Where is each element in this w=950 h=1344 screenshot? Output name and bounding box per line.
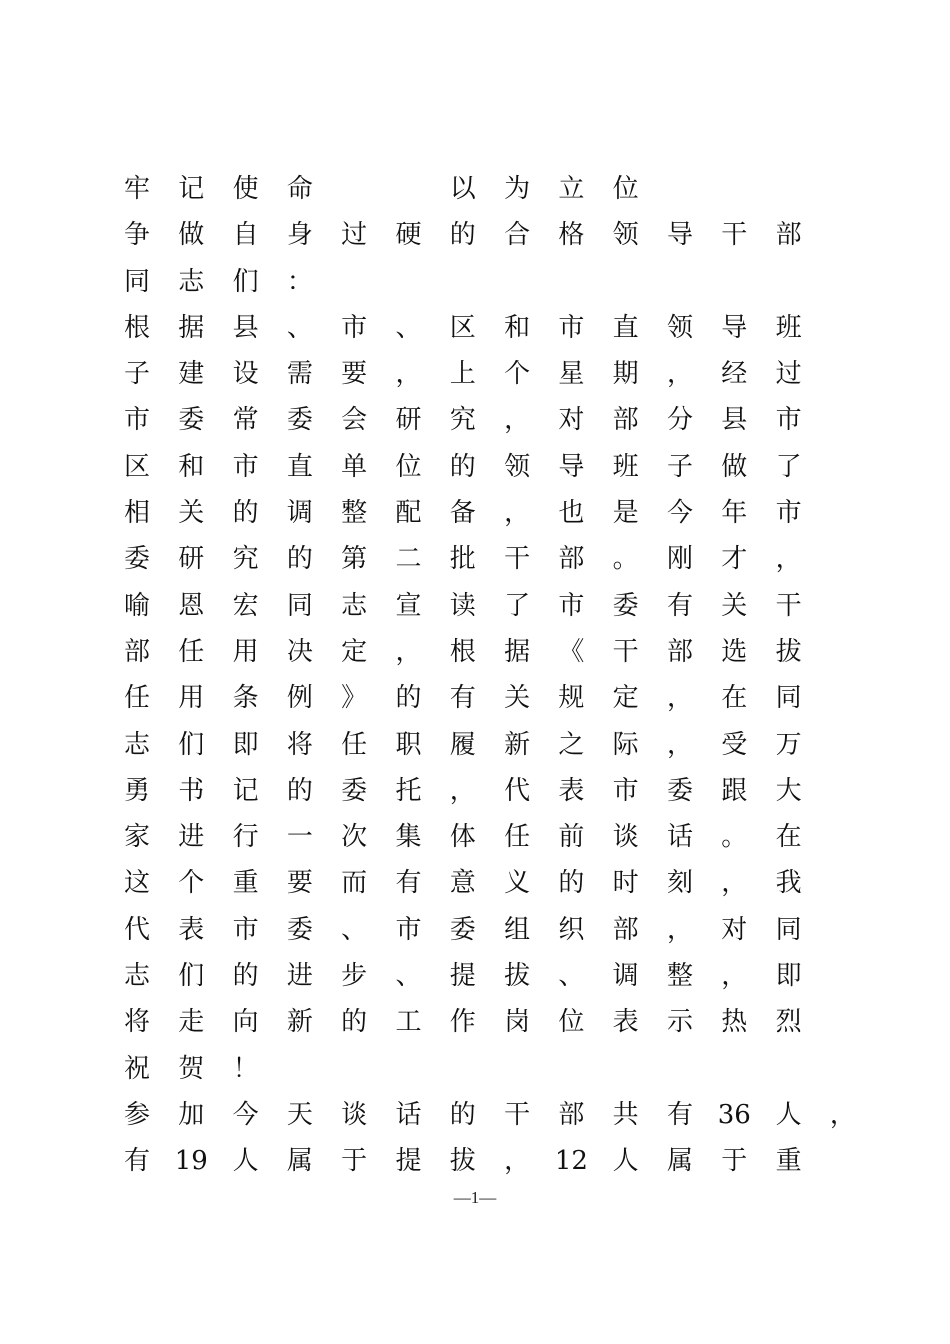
text-line bbox=[110, 722, 870, 768]
text-char: 决 bbox=[286, 636, 313, 667]
text-char: 组 bbox=[504, 914, 531, 945]
text-char: 的 bbox=[341, 1007, 368, 1038]
text-char: 导 bbox=[721, 312, 748, 343]
text-line bbox=[110, 212, 870, 258]
text-char: 整 bbox=[341, 498, 368, 529]
text-char: ， bbox=[666, 359, 693, 390]
text-char: 部 bbox=[123, 636, 150, 667]
text-line bbox=[110, 1138, 870, 1184]
text-char: 硬 bbox=[395, 220, 422, 251]
text-char: 新 bbox=[286, 1007, 313, 1038]
text-char: 和 bbox=[178, 451, 205, 482]
text-char: 的 bbox=[395, 683, 422, 714]
text-char: 人 bbox=[232, 1146, 259, 1177]
text-char: 、 bbox=[395, 961, 422, 992]
text-char: 了 bbox=[775, 451, 802, 482]
text-char: 家 bbox=[123, 822, 150, 853]
text-char: 部 bbox=[558, 1099, 585, 1130]
text-char: 干 bbox=[721, 220, 748, 251]
text-char: 拔 bbox=[504, 961, 531, 992]
text-char: 志 bbox=[123, 961, 150, 992]
text-char: 例 bbox=[286, 683, 313, 714]
text-line bbox=[110, 629, 870, 675]
text-char: ， bbox=[504, 498, 531, 529]
text-char: 市 bbox=[775, 498, 802, 529]
text-char: 志 bbox=[341, 590, 368, 621]
text-char: 烈 bbox=[775, 1007, 802, 1038]
text-char: 领 bbox=[666, 312, 693, 343]
text-char: 也 bbox=[558, 498, 585, 529]
text-char: 任 bbox=[341, 729, 368, 760]
text-char: ， bbox=[666, 683, 693, 714]
text-char: 我 bbox=[775, 868, 802, 899]
text-line bbox=[110, 999, 870, 1045]
text-line bbox=[110, 536, 870, 582]
text-line bbox=[110, 351, 870, 397]
text-char: ， bbox=[775, 544, 802, 575]
text-char: 履 bbox=[449, 729, 476, 760]
text-char: 记 bbox=[232, 775, 259, 806]
text-char: 根 bbox=[449, 636, 476, 667]
text-char: 托 bbox=[395, 775, 422, 806]
text-char: 岗 bbox=[504, 1007, 531, 1038]
text-char: ， bbox=[666, 914, 693, 945]
text-char: 同 bbox=[123, 266, 150, 297]
text-char: 喻 bbox=[123, 590, 150, 621]
text-char: 需 bbox=[286, 359, 313, 390]
text-char: 工 bbox=[395, 1007, 422, 1038]
text-line bbox=[110, 259, 870, 305]
text-char: 向 bbox=[232, 1007, 259, 1038]
text-char: 话 bbox=[395, 1099, 422, 1130]
text-char: 市 bbox=[341, 312, 368, 343]
text-char: ， bbox=[721, 868, 748, 899]
text-char: 个 bbox=[178, 868, 205, 899]
text-char: 干 bbox=[504, 1099, 531, 1130]
text-char: 谈 bbox=[612, 822, 639, 853]
text-char: 了 bbox=[504, 590, 531, 621]
text-line bbox=[110, 953, 870, 999]
text-char: 第 bbox=[341, 544, 368, 575]
text-char: 整 bbox=[666, 961, 693, 992]
text-char: 一 bbox=[286, 822, 313, 853]
text-char: 进 bbox=[286, 961, 313, 992]
text-char: ！ bbox=[232, 1053, 259, 1084]
text-char: 而 bbox=[341, 868, 368, 899]
text-char: 步 bbox=[341, 961, 368, 992]
text-char: 立 bbox=[558, 174, 585, 204]
text-char: 对 bbox=[558, 405, 585, 436]
text-char: 市 bbox=[558, 312, 585, 343]
text-char: 进 bbox=[178, 822, 205, 853]
text-char: 新 bbox=[504, 729, 531, 760]
text-char: 委 bbox=[341, 775, 368, 806]
text-char: 拔 bbox=[449, 1146, 476, 1177]
text-char: 市 bbox=[775, 405, 802, 436]
text-char: 对 bbox=[721, 914, 748, 945]
text-char: 过 bbox=[341, 220, 368, 251]
text-char: 志 bbox=[178, 266, 205, 297]
text-char: 做 bbox=[721, 451, 748, 482]
text-char: 的 bbox=[449, 1099, 476, 1130]
text-char: 读 bbox=[449, 590, 476, 621]
text-char: 有 bbox=[449, 683, 476, 714]
text-char: 市 bbox=[612, 775, 639, 806]
text-char: 直 bbox=[612, 312, 639, 343]
text-char: 同 bbox=[775, 914, 802, 945]
text-char: 拔 bbox=[775, 636, 802, 667]
text-char: 有 bbox=[666, 590, 693, 621]
text-char: 属 bbox=[286, 1146, 313, 1177]
text-char: 市 bbox=[232, 914, 259, 945]
text-char: 规 bbox=[558, 683, 585, 714]
text-line bbox=[110, 675, 870, 721]
text-char: 任 bbox=[504, 822, 531, 853]
text-char: 要 bbox=[286, 868, 313, 899]
text-char: 在 bbox=[775, 822, 802, 853]
text-char: 调 bbox=[286, 498, 313, 529]
text-char: 刻 bbox=[666, 868, 693, 899]
text-char: 今 bbox=[666, 498, 693, 529]
text-char: 市 bbox=[558, 590, 585, 621]
text-char: ， bbox=[504, 405, 531, 436]
text-char: 合 bbox=[504, 220, 531, 251]
text-char: 直 bbox=[286, 451, 313, 482]
text-char: 们 bbox=[178, 961, 205, 992]
text-char: 干 bbox=[775, 590, 802, 621]
text-char: 领 bbox=[612, 220, 639, 251]
text-char: 话 bbox=[666, 822, 693, 853]
text-char: 争 bbox=[123, 220, 150, 251]
text-char: 县 bbox=[721, 405, 748, 436]
text-char: 导 bbox=[558, 451, 585, 482]
text-char: 的 bbox=[286, 544, 313, 575]
text-char: 关 bbox=[178, 498, 205, 529]
text-char: 的 bbox=[286, 775, 313, 806]
text-char: 位 bbox=[612, 174, 639, 204]
text-char: 子 bbox=[666, 451, 693, 482]
text-char: 19 bbox=[174, 1146, 208, 1177]
text-char: 代 bbox=[504, 775, 531, 806]
text-char: ， bbox=[395, 359, 422, 390]
text-char: ， bbox=[721, 961, 748, 992]
text-char: 将 bbox=[286, 729, 313, 760]
text-char: 定 bbox=[341, 636, 368, 667]
text-line bbox=[110, 1046, 870, 1092]
text-char: 二 bbox=[395, 544, 422, 575]
text-char: 上 bbox=[449, 359, 476, 390]
text-char: 有 bbox=[666, 1099, 693, 1130]
text-char: 《 bbox=[558, 636, 585, 667]
text-char: 提 bbox=[395, 1146, 422, 1177]
text-char: 干 bbox=[504, 544, 531, 575]
text-char: 条 bbox=[232, 683, 259, 714]
text-char: 谈 bbox=[341, 1099, 368, 1130]
text-char: 有 bbox=[395, 868, 422, 899]
text-char: 期 bbox=[612, 359, 639, 390]
document-body bbox=[110, 166, 870, 1185]
text-char: 时 bbox=[612, 868, 639, 899]
text-char: 将 bbox=[123, 1007, 150, 1038]
text-char: 市 bbox=[232, 451, 259, 482]
text-char: 代 bbox=[123, 914, 150, 945]
text-char: 部 bbox=[612, 405, 639, 436]
text-char: 委 bbox=[286, 914, 313, 945]
text-char: 即 bbox=[232, 729, 259, 760]
text-char: 行 bbox=[232, 822, 259, 853]
text-char: 祝 bbox=[123, 1053, 150, 1084]
text-char: 要 bbox=[341, 359, 368, 390]
text-char: 调 bbox=[612, 961, 639, 992]
text-char: 之 bbox=[558, 729, 585, 760]
text-char: 区 bbox=[123, 451, 150, 482]
text-char: 年 bbox=[721, 498, 748, 529]
text-char: 委 bbox=[178, 405, 205, 436]
text-char: 的 bbox=[232, 498, 259, 529]
text-char: 过 bbox=[775, 359, 802, 390]
text-char: 会 bbox=[341, 405, 368, 436]
text-char: 和 bbox=[504, 312, 531, 343]
text-line bbox=[110, 768, 870, 814]
text-char: 据 bbox=[504, 636, 531, 667]
text-char: 批 bbox=[449, 544, 476, 575]
text-line bbox=[110, 860, 870, 906]
text-char: 研 bbox=[395, 405, 422, 436]
text-char: 跟 bbox=[721, 775, 748, 806]
text-line bbox=[110, 907, 870, 953]
text-char: 委 bbox=[449, 914, 476, 945]
text-char: 为 bbox=[504, 174, 531, 204]
text-char: 导 bbox=[666, 220, 693, 251]
text-char: 用 bbox=[232, 636, 259, 667]
text-char: 热 bbox=[721, 1007, 748, 1038]
text-char: 分 bbox=[666, 405, 693, 436]
text-char: 大 bbox=[775, 775, 802, 806]
text-char: 宣 bbox=[395, 590, 422, 621]
text-line bbox=[110, 814, 870, 860]
text-char: 刚 bbox=[666, 544, 693, 575]
text-char: ： bbox=[286, 266, 313, 297]
text-char: 表 bbox=[178, 914, 205, 945]
text-char: 选 bbox=[721, 636, 748, 667]
text-char: 用 bbox=[178, 683, 205, 714]
text-line bbox=[110, 583, 870, 629]
text-char: 12 bbox=[554, 1146, 588, 1177]
text-char: 走 bbox=[178, 1007, 205, 1038]
text-char: ， bbox=[504, 1146, 531, 1177]
text-char: 表 bbox=[558, 775, 585, 806]
text-char: 》 bbox=[341, 683, 368, 714]
text-char: 人 bbox=[612, 1146, 639, 1177]
text-char: 。 bbox=[612, 544, 639, 575]
text-char: 子 bbox=[123, 359, 150, 390]
text-char: 究 bbox=[232, 544, 259, 575]
text-char: 身 bbox=[286, 220, 313, 251]
text-char: 前 bbox=[558, 822, 585, 853]
text-char: 于 bbox=[341, 1146, 368, 1177]
text-char: 县 bbox=[232, 312, 259, 343]
text-char: 市 bbox=[395, 914, 422, 945]
text-char: 们 bbox=[178, 729, 205, 760]
text-char: 的 bbox=[232, 961, 259, 992]
text-char: 部 bbox=[558, 544, 585, 575]
text-line bbox=[110, 490, 870, 536]
text-char: ， bbox=[666, 729, 693, 760]
text-char: 部 bbox=[666, 636, 693, 667]
text-char: 记 bbox=[178, 174, 205, 204]
text-char: 36 bbox=[717, 1099, 751, 1130]
text-char: 人 bbox=[775, 1099, 802, 1130]
text-line bbox=[110, 166, 870, 212]
text-char: 、 bbox=[341, 914, 368, 945]
text-char: 、 bbox=[286, 312, 313, 343]
text-char: 的 bbox=[558, 868, 585, 899]
text-char: 星 bbox=[558, 359, 585, 390]
text-char: 重 bbox=[232, 868, 259, 899]
text-char: 位 bbox=[395, 451, 422, 482]
text-char: 受 bbox=[721, 729, 748, 760]
text-char: 共 bbox=[612, 1099, 639, 1130]
text-char: 。 bbox=[721, 822, 748, 853]
text-char: 于 bbox=[721, 1146, 748, 1177]
text-char: 究 bbox=[449, 405, 476, 436]
text-char: 任 bbox=[178, 636, 205, 667]
text-char: 同 bbox=[286, 590, 313, 621]
text-char: 关 bbox=[721, 590, 748, 621]
text-char: 恩 bbox=[178, 590, 205, 621]
text-char: 同 bbox=[775, 683, 802, 714]
text-char: 的 bbox=[449, 220, 476, 251]
text-char: 意 bbox=[449, 868, 476, 899]
text-char: 宏 bbox=[232, 590, 259, 621]
text-char: 委 bbox=[123, 544, 150, 575]
text-char: 织 bbox=[558, 914, 585, 945]
text-char: 表 bbox=[612, 1007, 639, 1038]
text-char: 市 bbox=[123, 405, 150, 436]
text-char: 位 bbox=[558, 1007, 585, 1038]
text-char: 贺 bbox=[178, 1053, 205, 1084]
text-char: 区 bbox=[449, 312, 476, 343]
text-char: 配 bbox=[395, 498, 422, 529]
text-char: ， bbox=[395, 636, 422, 667]
text-char: 作 bbox=[449, 1007, 476, 1038]
text-char: 万 bbox=[775, 729, 802, 760]
text-char: 义 bbox=[504, 868, 531, 899]
text-char: 属 bbox=[666, 1146, 693, 1177]
text-char: 命 bbox=[286, 174, 313, 204]
text-char: 提 bbox=[449, 961, 476, 992]
text-char: 、 bbox=[395, 312, 422, 343]
text-char: 以 bbox=[449, 174, 476, 204]
text-char: 委 bbox=[612, 590, 639, 621]
text-line bbox=[110, 397, 870, 443]
text-char: 这 bbox=[123, 868, 150, 899]
text-char: 格 bbox=[558, 220, 585, 251]
text-char: 体 bbox=[449, 822, 476, 853]
text-char: 备 bbox=[449, 498, 476, 529]
text-char: 根 bbox=[123, 312, 150, 343]
text-char: 自 bbox=[232, 220, 259, 251]
text-char: 们 bbox=[232, 266, 259, 297]
text-char: 单 bbox=[341, 451, 368, 482]
text-char: 干 bbox=[612, 636, 639, 667]
text-line bbox=[110, 305, 870, 351]
text-char: 班 bbox=[612, 451, 639, 482]
text-char: 今 bbox=[232, 1099, 259, 1130]
text-char: 据 bbox=[178, 312, 205, 343]
text-char: 是 bbox=[612, 498, 639, 529]
page-number: —1— bbox=[453, 1188, 497, 1207]
text-char: 任 bbox=[123, 683, 150, 714]
text-char: 班 bbox=[775, 312, 802, 343]
text-char: 参 bbox=[123, 1099, 150, 1130]
text-char: 际 bbox=[612, 729, 639, 760]
text-char: 加 bbox=[178, 1099, 205, 1130]
text-char: 在 bbox=[721, 683, 748, 714]
text-char: 部 bbox=[775, 220, 802, 251]
text-char: 相 bbox=[123, 498, 150, 529]
text-char: 牢 bbox=[123, 174, 150, 204]
text-char: 设 bbox=[232, 359, 259, 390]
text-line bbox=[110, 444, 870, 490]
text-char: 即 bbox=[775, 961, 802, 992]
text-char: 经 bbox=[721, 359, 748, 390]
text-char: 志 bbox=[123, 729, 150, 760]
text-char: 关 bbox=[504, 683, 531, 714]
text-char: 研 bbox=[178, 544, 205, 575]
text-char: 个 bbox=[504, 359, 531, 390]
text-char: 有 bbox=[123, 1146, 150, 1177]
text-char: 建 bbox=[178, 359, 205, 390]
text-char: 做 bbox=[178, 220, 205, 251]
text-char: 定 bbox=[612, 683, 639, 714]
text-char: 书 bbox=[178, 775, 205, 806]
text-char: ， bbox=[829, 1099, 856, 1130]
text-char: 重 bbox=[775, 1146, 802, 1177]
text-char: 、 bbox=[558, 961, 585, 992]
text-char: 的 bbox=[449, 451, 476, 482]
text-char: 委 bbox=[286, 405, 313, 436]
text-char: ， bbox=[449, 775, 476, 806]
text-char: 集 bbox=[395, 822, 422, 853]
text-char: 职 bbox=[395, 729, 422, 760]
text-char: 次 bbox=[341, 822, 368, 853]
text-char: 领 bbox=[504, 451, 531, 482]
text-char: 勇 bbox=[123, 775, 150, 806]
text-char: 使 bbox=[232, 174, 259, 204]
text-char: 示 bbox=[666, 1007, 693, 1038]
text-char: 常 bbox=[232, 405, 259, 436]
text-char: 部 bbox=[612, 914, 639, 945]
text-char: 天 bbox=[286, 1099, 313, 1130]
text-char: 才 bbox=[721, 544, 748, 575]
text-line bbox=[110, 1092, 870, 1138]
text-char: 委 bbox=[666, 775, 693, 806]
